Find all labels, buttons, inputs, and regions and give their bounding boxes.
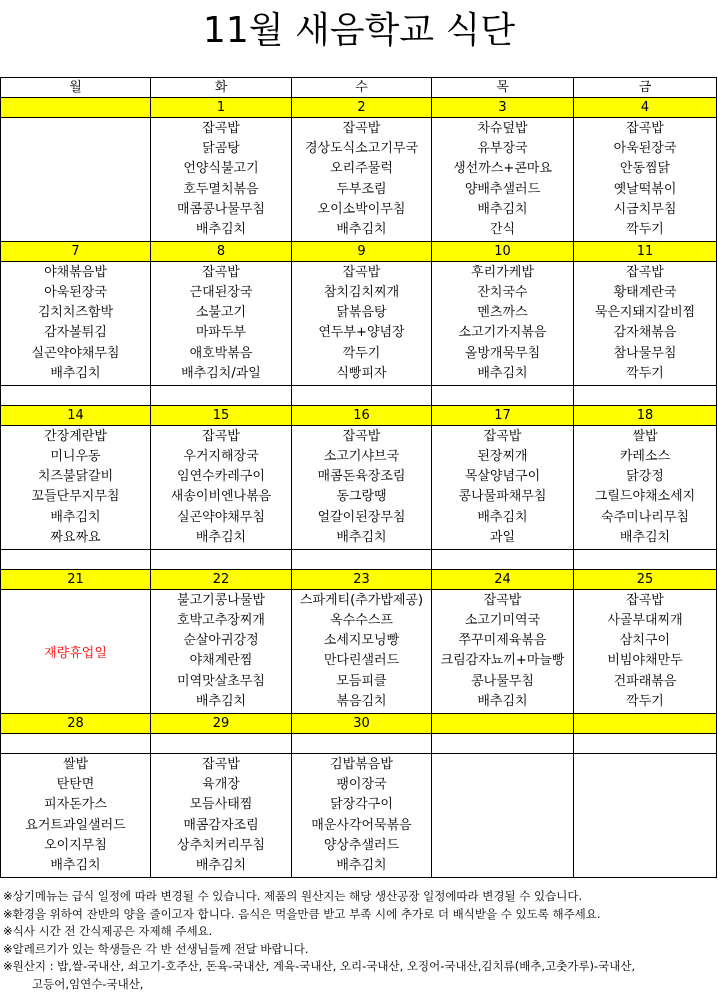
date-cell: 15 — [151, 405, 292, 425]
empty-cell — [574, 733, 717, 753]
date-row — [1, 713, 717, 733]
menu-item: 배추김치 — [195, 222, 247, 238]
menu-cell — [1, 754, 151, 878]
menu-item: 야채계란찜 — [189, 653, 253, 669]
empty-cell — [151, 549, 292, 569]
empty-cell — [151, 385, 292, 405]
note-line: ※상기메뉴는 급식 일정에 따라 변경될 수 있습니다. 제품의 원산지는 해당 생산공장 일정에따라 변경될 수 있습니다. — [3, 889, 583, 903]
date-cell: 8 — [151, 241, 292, 261]
menu-item: 사골부대찌개 — [607, 612, 683, 628]
menu-item: 매콤돈육장조림 — [317, 469, 406, 485]
menu-cell — [151, 261, 292, 385]
date-cell: 21 — [1, 570, 151, 590]
note-line: ※식사 시간 전 간식제공은 자제해 주세요. — [3, 924, 213, 938]
menu-item: 미니우동 — [50, 448, 101, 464]
menu-cell — [151, 590, 292, 714]
menu-item: 애호박볶음 — [189, 345, 253, 361]
menu-item: 묵은지돼지갈비찜 — [594, 305, 696, 321]
menu-item: 잡곡밥 — [202, 264, 240, 280]
menu-item: 닭볶음탕 — [336, 305, 387, 321]
menu-item: 호박고추장찌개 — [177, 612, 265, 628]
menu-item: 닭곰탕 — [202, 140, 240, 156]
date-row — [1, 98, 717, 118]
menu-item: 황태계란국 — [613, 284, 677, 300]
menu-cell — [151, 118, 292, 242]
menu-item: 아욱된장국 — [613, 140, 677, 156]
holiday-label: 재량휴업일 — [44, 645, 107, 661]
menu-cell — [151, 426, 292, 550]
menu-item: 배추김치 — [477, 694, 528, 710]
menu-item: 후리가케밥 — [471, 264, 534, 280]
menu-item: 양배추샐러드 — [464, 181, 541, 197]
menu-item: 간식 — [489, 222, 516, 238]
menu-item: 배추김치 — [195, 530, 247, 546]
menu-item: 잡곡밥 — [202, 120, 240, 136]
menu-item: 잡곡밥 — [483, 428, 522, 444]
menu-item: 오이소박이무침 — [317, 201, 406, 217]
menu-cell — [432, 754, 574, 878]
menu-item: 매운사각어묵볶음 — [311, 817, 412, 833]
menu-cell — [432, 590, 574, 714]
menu-row — [1, 754, 717, 878]
menu-item: 피자돈가스 — [44, 797, 107, 813]
spacer-row — [1, 733, 717, 753]
empty-cell — [432, 733, 574, 753]
menu-item: 언양식불고기 — [183, 161, 259, 177]
menu-item: 간장계란밥 — [44, 428, 107, 444]
empty-cell — [292, 733, 432, 753]
menu-item: 차슈덮밥 — [477, 120, 528, 136]
menu-item: 멘츠까스 — [477, 305, 528, 321]
menu-item: 잡곡밥 — [202, 428, 240, 444]
menu-item: 야채볶음밥 — [44, 264, 107, 280]
menu-item: 크림감자뇨끼+마늘빵 — [440, 653, 565, 669]
menu-item: 상추치커리무침 — [177, 837, 265, 853]
menu-item: 그릴드야채소세지 — [594, 489, 696, 505]
date-cell: 4 — [574, 98, 717, 118]
menu-item: 잡곡밥 — [626, 264, 664, 280]
date-cell — [574, 713, 717, 733]
menu-item: 모듬피클 — [336, 673, 387, 689]
menu-item: 팽이장국 — [336, 776, 387, 792]
menu-item: 육개장 — [202, 776, 240, 792]
menu-item: 소고기미역국 — [464, 612, 541, 628]
menu-item: 유부장국 — [477, 140, 528, 156]
menu-cell — [574, 261, 717, 385]
notes — [3, 888, 715, 993]
date-cell: 17 — [432, 405, 574, 425]
menu-item: 닭장각구이 — [330, 797, 393, 813]
menu-item: 배추김치/과일 — [181, 365, 261, 381]
menu-item: 된장찌개 — [477, 448, 528, 464]
menu-item: 탄탄면 — [56, 776, 95, 792]
menu-item: 배추김치 — [50, 858, 101, 874]
menu-item: 생선까스+콘마요 — [453, 161, 552, 177]
date-cell: 2 — [292, 98, 432, 118]
weekday-header-row — [1, 78, 717, 98]
menu-cell — [574, 590, 717, 714]
empty-cell — [574, 385, 717, 405]
weekday-header: 월 — [1, 78, 151, 98]
menu-item: 오리주물럭 — [330, 161, 393, 177]
weekday-header: 목 — [432, 78, 574, 98]
spacer-row — [1, 385, 717, 405]
menu-cell — [292, 754, 432, 878]
weekday-header: 화 — [151, 78, 292, 98]
menu-item: 잔치국수 — [477, 284, 528, 300]
menu-item: 건파래볶음 — [613, 673, 677, 689]
menu-item: 치즈불닭갈비 — [37, 469, 114, 485]
menu-item: 비빔야채만두 — [607, 653, 683, 669]
menu-item: 연두부+양념장 — [318, 325, 405, 341]
menu-item: 배추김치 — [477, 509, 528, 525]
menu-row — [1, 118, 717, 242]
menu-item: 배추김치 — [336, 530, 387, 546]
note-line: ※알레르기가 있는 학생들은 각 반 선생님들께 전달 바랍니다. — [3, 941, 309, 956]
menu-item: 참나물무침 — [613, 345, 677, 361]
menu-item: 콩나물파채무침 — [458, 489, 547, 505]
note-line: ※환경을 위하여 잔반의 양을 줄이고자 합니다. 음식은 먹을만큼 받고 부족 시에 추가로 더 배식받을 수 있도록 해주세요. — [3, 906, 601, 921]
empty-cell — [292, 385, 432, 405]
empty-cell — [432, 385, 574, 405]
meal-calendar — [0, 77, 717, 878]
menu-item: 실곤약야채무침 — [177, 509, 265, 525]
menu-item: 실곤약야채무침 — [31, 345, 120, 361]
menu-item: 새송이비엔나볶음 — [170, 489, 272, 505]
menu-item: 배추김치 — [50, 509, 101, 525]
menu-item: 매콤감자조림 — [183, 817, 259, 833]
menu-item: 잡곡밥 — [483, 592, 522, 608]
menu-item: 경상도식소고기무국 — [304, 140, 419, 156]
date-cell: 24 — [432, 570, 574, 590]
menu-item: 미역맛살초무침 — [177, 673, 265, 689]
menu-item: 만다린샐러드 — [323, 653, 400, 669]
date-cell — [1, 98, 151, 118]
date-cell: 23 — [292, 570, 432, 590]
empty-cell — [1, 549, 151, 569]
menu-item: 짜요짜요 — [50, 530, 101, 546]
menu-item: 시금치무침 — [613, 201, 677, 217]
menu-item: 참치김치찌개 — [323, 284, 400, 300]
weekday-header: 금 — [574, 78, 717, 98]
menu-item: 배추김치 — [195, 858, 247, 874]
menu-cell — [574, 118, 717, 242]
date-cell: 25 — [574, 570, 717, 590]
menu-row — [1, 590, 717, 714]
menu-item: 배추김치 — [477, 365, 528, 381]
menu-item: 올방개묵무침 — [464, 345, 541, 361]
menu-item: 목살양념구이 — [464, 469, 541, 485]
menu-item: 감자채볶음 — [613, 325, 677, 341]
menu-item: 배추김치 — [195, 694, 247, 710]
menu-item: 숙주미나리무침 — [601, 509, 689, 525]
menu-item: 배추김치 — [50, 365, 101, 381]
note-line: ※원산지 : 밥,쌀-국내산, 쇠고기-호주산, 돈육-국내산, 계육-국내산, 오리-국내산, 오징어-국내산,김치류(배추,고춧가루)-국내산, — [3, 959, 636, 973]
date-cell — [432, 713, 574, 733]
menu-item: 쌀밥 — [62, 756, 89, 772]
menu-item: 쌀밥 — [632, 428, 658, 444]
date-cell: 22 — [151, 570, 292, 590]
menu-item: 안동찜닭 — [619, 161, 671, 177]
date-cell: 3 — [432, 98, 574, 118]
menu-item: 닭강정 — [626, 469, 664, 485]
menu-item: 근대된장국 — [189, 284, 253, 300]
empty-cell — [292, 549, 432, 569]
menu-item: 깍두기 — [626, 222, 664, 238]
menu-item: 모듬사태찜 — [189, 797, 253, 813]
menu-item: 양상추샐러드 — [323, 837, 400, 853]
menu-item: 배추김치 — [336, 222, 387, 238]
menu-item: 배추김치 — [619, 530, 671, 546]
menu-row — [1, 261, 717, 385]
menu-item: 매콤콩나물무침 — [177, 201, 265, 217]
menu-cell — [292, 426, 432, 550]
date-row — [1, 405, 717, 425]
menu-item: 스파게티(추가밥제공) — [299, 592, 424, 608]
spacer-row — [1, 549, 717, 569]
menu-cell — [432, 118, 574, 242]
date-cell: 11 — [574, 241, 717, 261]
menu-item: 오이지무침 — [44, 837, 107, 853]
menu-item: 콩나물무침 — [471, 673, 534, 689]
date-cell: 29 — [151, 713, 292, 733]
menu-item: 우거지해장국 — [183, 448, 259, 464]
menu-item: 감자볼튀김 — [44, 325, 107, 341]
menu-item: 김치치즈함박 — [37, 305, 114, 321]
page-title: 11월 새음학교 식단 — [202, 10, 516, 51]
menu-item: 호두멸치볶음 — [183, 181, 259, 197]
date-cell: 16 — [292, 405, 432, 425]
empty-cell — [432, 549, 574, 569]
menu-item: 쭈꾸미제육볶음 — [458, 633, 547, 649]
menu-item: 과일 — [489, 530, 516, 546]
menu-item: 요거트과일샐러드 — [25, 817, 126, 833]
menu-item: 볶음김치 — [336, 694, 387, 710]
date-cell: 9 — [292, 241, 432, 261]
date-row — [1, 570, 717, 590]
menu-item: 두부조림 — [336, 181, 387, 197]
menu-item: 삼치구이 — [619, 633, 671, 649]
date-cell: 10 — [432, 241, 574, 261]
menu-item: 깍두기 — [626, 694, 664, 710]
menu-item: 마파두부 — [195, 325, 247, 341]
empty-cell — [1, 385, 151, 405]
date-cell: 1 — [151, 98, 292, 118]
date-cell: 18 — [574, 405, 717, 425]
menu-item: 꼬들단무지무침 — [31, 489, 120, 505]
menu-item: 잡곡밥 — [626, 120, 664, 136]
note-line: 고등어,임연수-국내산, — [32, 976, 144, 991]
menu-cell — [432, 261, 574, 385]
menu-cell — [292, 118, 432, 242]
menu-cell — [292, 261, 432, 385]
menu-item: 카레소스 — [619, 448, 671, 464]
menu-item: 순살아귀강정 — [183, 633, 259, 649]
menu-item: 소고기샤브국 — [323, 448, 400, 464]
menu-cell — [1, 426, 151, 550]
empty-cell — [151, 733, 292, 753]
menu-item: 소세지모닝빵 — [323, 633, 400, 649]
menu-item: 잡곡밥 — [342, 428, 381, 444]
menu-cell — [574, 426, 717, 550]
menu-item: 배추김치 — [477, 201, 528, 217]
menu-item: 식빵피자 — [336, 365, 387, 381]
menu-item: 옛날떡볶이 — [613, 181, 677, 197]
menu-item: 얼갈이된장무침 — [317, 509, 406, 525]
date-row — [1, 241, 717, 261]
date-cell: 28 — [1, 713, 151, 733]
date-cell: 30 — [292, 713, 432, 733]
menu-item: 배추김치 — [336, 858, 387, 874]
menu-cell — [1, 118, 151, 242]
menu-item: 아욱된장국 — [44, 284, 107, 300]
menu-cell — [432, 426, 574, 550]
menu-item: 잡곡밥 — [626, 592, 664, 608]
menu-item: 불고기콩나물밥 — [177, 592, 265, 608]
empty-cell — [1, 733, 151, 753]
weekday-header: 수 — [292, 78, 432, 98]
menu-cell — [151, 754, 292, 878]
menu-item: 옥수수스프 — [330, 612, 393, 628]
menu-cell — [1, 590, 151, 714]
menu-cell — [574, 754, 717, 878]
menu-cell — [1, 261, 151, 385]
menu-item: 잡곡밥 — [342, 264, 381, 280]
menu-item: 깍두기 — [626, 365, 664, 381]
menu-item: 동그랑땡 — [336, 489, 387, 505]
menu-item: 소불고기 — [195, 305, 247, 321]
date-cell: 7 — [1, 241, 151, 261]
menu-item: 김밥볶음밥 — [330, 756, 393, 772]
menu-item: 소고기가지볶음 — [458, 325, 547, 341]
empty-cell — [574, 549, 717, 569]
menu-item: 잡곡밥 — [202, 756, 240, 772]
menu-item: 잡곡밥 — [342, 120, 381, 136]
menu-row — [1, 426, 717, 550]
menu-cell — [292, 590, 432, 714]
menu-item: 임연수카레구이 — [177, 469, 265, 485]
date-cell: 14 — [1, 405, 151, 425]
menu-item: 깍두기 — [342, 345, 381, 361]
